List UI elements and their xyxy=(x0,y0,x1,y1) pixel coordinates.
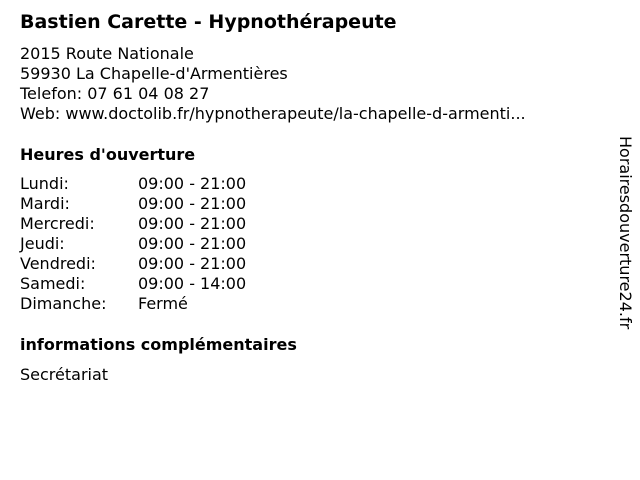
time-value: 09:00 - 21:00 xyxy=(138,194,247,213)
time-value: 09:00 - 21:00 xyxy=(138,174,247,193)
website-link[interactable]: Web: www.doctolib.fr/hypnotherapeute/la-chapelle-d-armenti... xyxy=(20,104,526,123)
time-value: 09:00 - 14:00 xyxy=(138,274,247,293)
site-brand-text: Horairesdouverture24.fr xyxy=(616,136,635,330)
day-label: Vendredi: xyxy=(20,254,96,273)
phone-number: Telefon: 07 61 04 08 27 xyxy=(20,84,210,103)
time-value: 09:00 - 21:00 xyxy=(138,254,247,273)
business-contact xyxy=(20,44,526,124)
time-value: 09:00 - 21:00 xyxy=(138,214,247,233)
site-brand-watermark xyxy=(612,136,636,346)
address-line-city: 59930 La Chapelle-d'Armentières xyxy=(20,64,288,83)
day-label: Mercredi: xyxy=(20,214,95,233)
additional-info-text: Secrétariat xyxy=(20,365,109,384)
day-label: Dimanche: xyxy=(20,294,107,313)
day-label: Samedi: xyxy=(20,274,86,293)
time-value: Fermé xyxy=(138,294,188,313)
business-title: Bastien Carette - Hypnothérapeute xyxy=(20,11,397,33)
time-value: 09:00 - 21:00 xyxy=(138,234,247,253)
address-line-street: 2015 Route Nationale xyxy=(20,44,194,63)
additional-info-heading: informations complémentaires xyxy=(20,335,297,354)
day-label: Jeudi: xyxy=(20,234,65,253)
day-label: Lundi: xyxy=(20,174,69,193)
day-label: Mardi: xyxy=(20,194,70,213)
opening-hours-heading: Heures d'ouverture xyxy=(20,145,196,164)
